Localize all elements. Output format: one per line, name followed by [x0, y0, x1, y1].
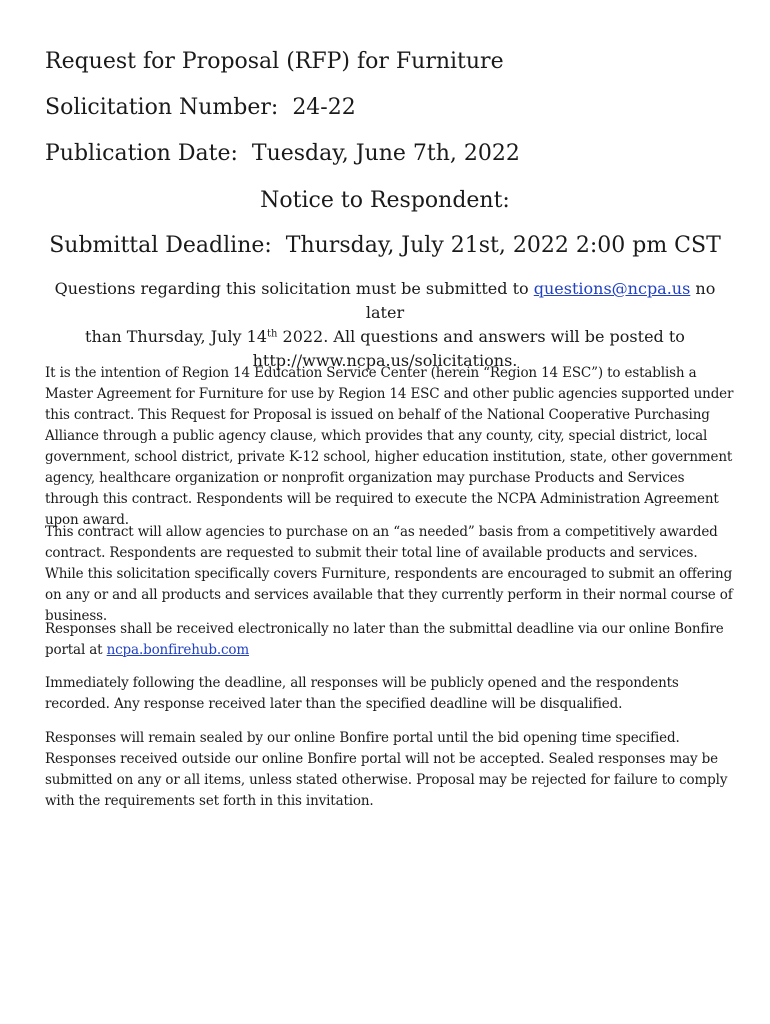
solicitation-number-label: Solicitation Number:	[45, 95, 279, 120]
questions-line-2-prefix: than Thursday, July 14	[85, 327, 268, 346]
questions-line-2-superscript: th	[267, 328, 278, 340]
solicitation-number-line	[45, 94, 356, 122]
publication-date-line	[45, 140, 520, 168]
questions-line-1	[40, 277, 730, 325]
sealed-responses-paragraph: Responses will remain sealed by our online Bonfire portal until the bid opening time specified. Responses received outside our online Bonfire portal will not be accepted. Sealed responses may be submitted on any or all items, unless stated otherwise. Proposal may be rejected for failure to comply with the requirements set forth in this invitation.	[45, 730, 728, 809]
questions-notice	[40, 277, 730, 373]
public-opening-paragraph: Immediately following the deadline, all responses will be publicly opened and the respondents recorded. Any response received later than the specified deadline will be disqualified.	[45, 675, 679, 712]
electronic-responses-text: Responses shall be received electronically no later than the submittal deadline via our online Bonfire portal at	[45, 621, 724, 658]
rfp-title	[45, 48, 504, 76]
questions-line-1-prefix: Questions regarding this solicitation must be submitted to	[54, 279, 529, 298]
intent-paragraph: It is the intention of Region 14 Education Service Center (herein “Region 14 ESC”) to establish a Master Agreement for Furniture for use by Region 14 ESC and other public agencies supported under this contract. This Request for Proposal is issued on behalf of the National Cooperative Purchasing Alliance through a public agency clause, which provides that any county, city, special district, local government, school district, private K-12 school, higher education institution, state, other government agency, healthcare organization or nonprofit organization may purchase Products and Services through this contract. Respondents will be required to execute the NCPA Administration Agreement upon award.	[45, 365, 734, 528]
publication-date-label: Publication Date:	[45, 141, 238, 166]
electronic-responses-paragraph	[45, 619, 735, 661]
as-needed-paragraph: This contract will allow agencies to purchase on an “as needed” basis from a competitively awarded contract. Respondents are requested to submit their total line of available products and services. While this solicitation specifically covers Furniture, respondents are encouraged to submit an offering on any or and all products and services available that they currently perform in their normal course of business.	[45, 524, 733, 624]
publication-date-value: Tuesday, June 7th, 2022	[251, 141, 520, 166]
solicitation-number-value: 24-22	[292, 95, 356, 120]
questions-line-2-suffix: 2022. All questions and answers will be posted to	[282, 327, 685, 346]
submittal-deadline-line	[0, 232, 770, 260]
notice-heading	[0, 187, 770, 215]
rfp-title-text: Request for Proposal (RFP) for Furniture	[45, 49, 504, 74]
questions-line-1-suffix: no later	[365, 279, 716, 322]
notice-heading-text: Notice to Respondent:	[260, 188, 510, 213]
questions-line-2	[40, 325, 730, 349]
submittal-deadline-label: Submittal Deadline:	[49, 233, 272, 258]
solicitations-url-text: http://www.ncpa.us/solicitations.	[252, 351, 518, 370]
questions-email-link[interactable]: questions@ncpa.us	[533, 279, 691, 298]
submittal-deadline-value: Thursday, July 21st, 2022 2:00 pm CST	[285, 233, 721, 258]
bonfire-portal-link[interactable]: ncpa.bonfirehub.com	[106, 642, 250, 658]
